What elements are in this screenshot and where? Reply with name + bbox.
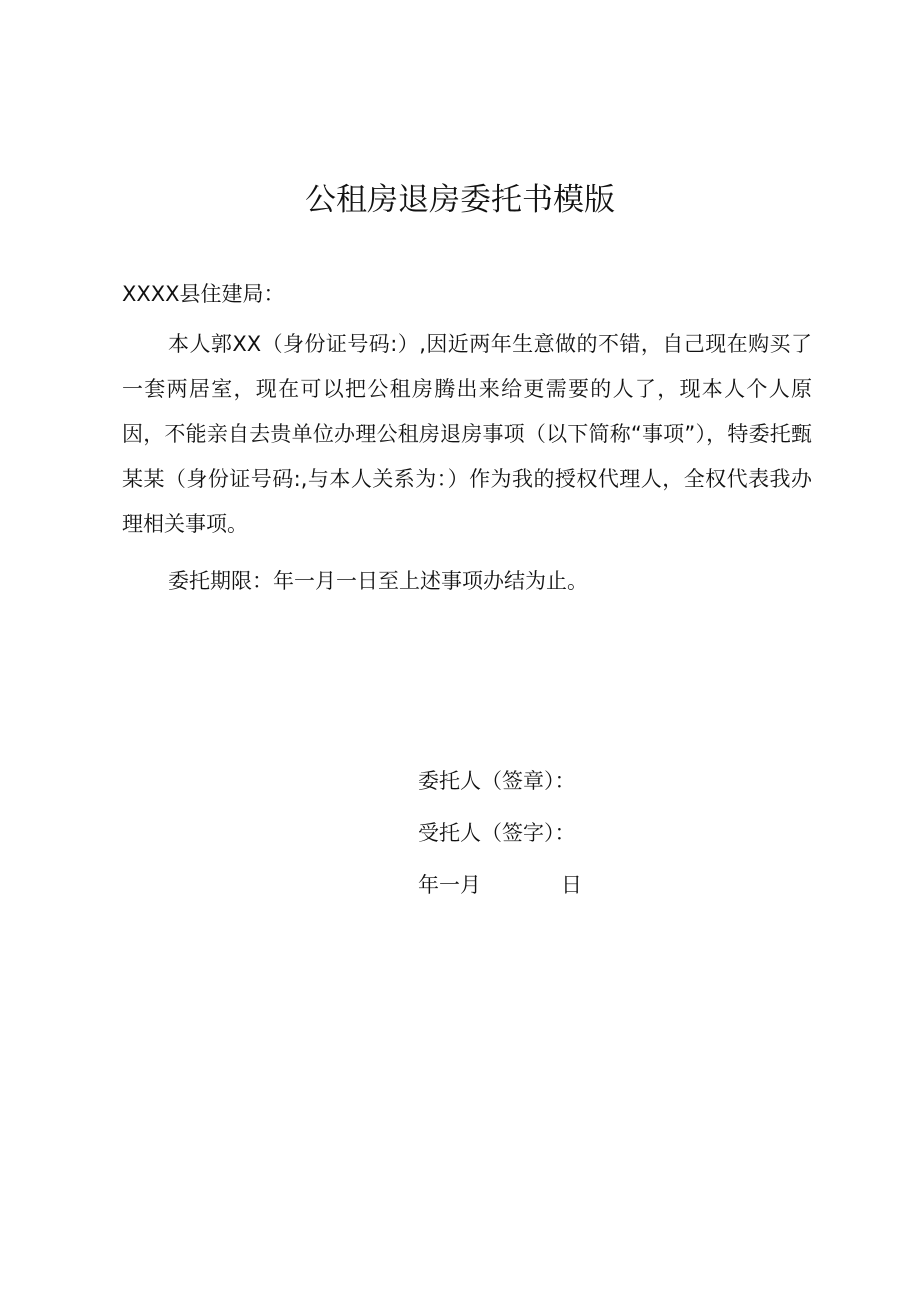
principal-signature-line: 委托人（签章）： <box>418 769 576 793</box>
entrustment-period: 委托期限：年一月一日至上述事项办结为止。 <box>168 569 588 593</box>
date-prefix: 年一月 <box>418 873 481 897</box>
body-paragraph: 本人郭XX（身份证号码:）,因近两年生意做的不错，自己现在购买了一套两居室，现在可以把公租房腾出来给更需要的人了，现本人个人原因，不能亲自去贵单位办理公租房退房事项（以下简称“事项”），特委托甄某某（身份证号码:,与本人关系为：）作为我的授权代理人，全权代表我办理相关事项。 <box>122 332 812 536</box>
salutation: XXXX县住建局： <box>122 282 285 306</box>
date-line <box>418 867 582 903</box>
signature-block <box>418 763 582 903</box>
agent-signature-line: 受托人（签字）： <box>418 821 576 845</box>
document-title: 公租房退房委托书模版 <box>305 182 615 218</box>
date-suffix: 日 <box>561 873 582 897</box>
